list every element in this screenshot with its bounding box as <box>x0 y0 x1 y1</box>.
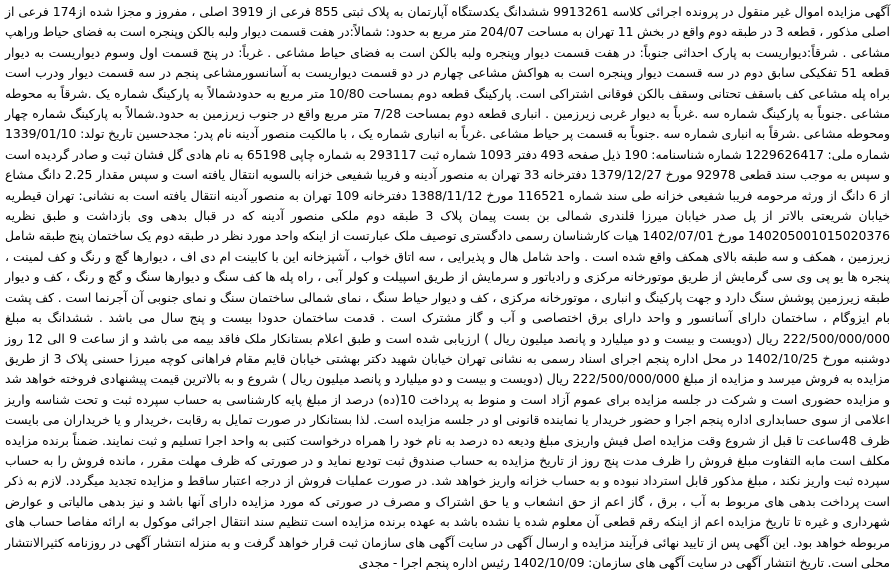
auction-notice-text: آگهی مزایده اموال غیر منقول در پرونده اجرائی کلاسه 9913261 ششدانگ یکدستگاه آپارتمان به پلاک ثبتی 855 فرعی از 3919 اصلی ، مفروز و مجزا شده از174 فرعی از اصلی مذکور ، قطعه 3 در طبقه دوم واقع در بخش 11 تهران به مساحت 204/07 متر مربع به حدود: شمالاً:در هفت قسمت دیوار ولبه بالکن وپنجره است به فضای حیاط وراهپ مشاعی . شرقاً:دیواریست به پارک احداثی جنوباً: در هفت قسمت دیوار وپنجره ولبه بالکن است به فضای حیاط مشاعی . غرباً: در پنج قسمت اول وسوم دیواریست به دیوار قطعه 51 تفکیکی سابق دوم در سه قسمت دیوار وپنجره است به هواکش مشاعی چهارم در دو قسمت دیواریست به آسانسورمشاعی پنجم در سه قسمت دیوار ودرب است براه پله مشاعی کف باسقف تحتانی وسقف بالکن فوقانی اشتراکی است. پارکینگ قطعه دوم بمساحت 10/80 متر مربع به حدودشمالاً به پارکینگ شماره یک .شرقاً به محوطه مشاعی .جنوباً به پارکینگ شماره سه .غرباً به دیوار غربی زیرزمین . انباری قطعه دوم بمساحت 7/28 متر مربع واقع در جنوب زیرزمین به حدود.شمالاً به پارکینگ شماره چهار ومحوطه مشاعی .شرقاً به انباری شماره سه .جنوباً به قسمت پر حیاط مشاعی .غرباً به انباری شماره یک ، با مالکیت منصور آدینه نام پدر: مجدحسین تاریخ تولد: 1339/01/10 شماره ملی: 1229626417 شماره شناسنامه: 190 ذیل صفحه 493 دفتر 1093 شماره ثبت 293117 به شماره چاپی 65198 به نام هادی گل فشان ثبت و صادر گردیده است و سپس به موجب سند قطعی 92978 مورخ 1379/12/27 دفترخانه 33 تهران به منصور آدینه و فریبا شفیعی خزانه بالسویه انتقال یافته است و سپس مقدار 2.25 دانگ مشاع از 6 دانگ از ورثه مرحومه فریبا شفیعی خزانه طی سند شماره 116521 مورخ 1388/11/12 دفترخانه 109 تهران به منصور آدینه انتقال یافته است به نشانی: تهران قیطریه خیابان شریعتی بالاتر از پل صدر خیابان میرزا قلندری شمالی بن بست پیمان پلاک 3 طبقه دوم ملکی منصور آدینه که در قبال بدهی وی بازداشت و طبق نظریه 140205001015020376 مورخ 1402/07/01 هیات کارشناسان رسمی دادگستری توصیف ملک عبارتست از اینکه واحد مورد نظر در طبقه دوم یک ساختمان پنج طبقه شامل زیرزمین ، همکف و سه طبقه بالای همکف واقع شده است . واحد شامل هال و پذیرایی ، سه اتاق خواب ، آشپزخانه این با کابینت ام دی اف ، دیوارها گچ و رنگ و کف لمینت ، پنجره ها یو پی وی سی گرمایش از طریق موتورخانه مرکزی و رادیاتور و سرمایش از طریق اسپیلت و کولر آبی ، راه پله ها کف سنگ و دیوارها سنگ و گچ و رنگ ، کف و دیوار طبقه زیرزمین پوشش سنگ دارد و جهت پارکینگ و انباری ، موتورخانه مرکزی ، کف و دیوار حیاط سنگ ، نمای شمالی ساختمان سنگ و نمای جنوبی آن آجرنما است . کف پشت بام ایزوگام ، ساختمان دارای آسانسور و واحد دارای برق اختصاصی و آب و گاز مشترک است . قدمت ساختمان حدودا بیست و پنج سال می باشد . ششدانگ به مبلغ 222/500/000/000 ریال (دویست و بیست و دو میلیارد و پانصد میلیون ریال ) ارزیابی شده است و طبق اعلام بستانکار ملک فاقد بیمه می باشد و از ساعت 9 الی 12 روز دوشنبه مورخ 1402/10/25 در محل اداره پنجم اجرای اسناد رسمی به نشانی تهران خیابان شهید دکتر بهشتی خیابان قایم مقام فراهانی کوچه میرزا حسنی پلاک 3 از طریق مزایده به فروش میرسد و مزایده از مبلغ 222/500/000/000 ریال (دویست و بیست و دو میلیارد و پانصد میلیون ریال ) شروع و به بالاترین قیمت پیشنهادی فروخته خواهد شد و مزایده حضوری است و شرکت در جلسه مزایده برای عموم آزاد است و منوط به پرداخت 10(ده) درصد از مبلغ پایه کارشناسی به حساب سپرده ثبت و تحت شناسه واریز اعلامی از سوی حسابداری اداره پنجم اجرا و حضور خریدار یا نماینده قانونی او در جلسه مزایده است. لذا بستانکار در صورت تمایل به رقابت ،خریدار و یا خریداران می بایست ظرف 48ساعت تا قبل از شروع وقت مزایده اصل فیش واریزی مبلغ ودیعه ده درصد به نام خود را همراه درخواست کتبی به واحد اجرا تسلیم و ثبت نمایند. ضمناً برنده مزایده مکلف است مابه التفاوت مبلغ فروش را ظرف مدت پنج روز از تاریخ مزایده به حساب صندوق ثبت تودیع نماید و در صورتی که ظرف مهلت مقرر ، مانده فروش را به حساب سپرده ثبت واریز نکند ، مبلغ مذکور قابل استرداد نبوده و به حساب خزانه واریز خواهد شد. در صورت عملیات فروش از درجه اعتبار ساقط و مزایده تجدید میگردد. لازم به ذکر است پرداخت بدهی های مربوط به آب ، برق ، گاز اعم از حق انشعاب و یا حق اشتراک و مصرف در صورتی که مورد مزایده دارای آنها باشد و نیز بدهی مالیاتی و عوارض شهرداری و غیره تا تاریخ مزایده اعم از اینکه رقم قطعی آن معلوم شده یا نشده باشد به عهده برنده مزایده است تنظیم سند انتقال اجرائی موکول به ارائه مفاصا حساب های مربوطه خواهد بود. این آگهی پس از تایید نهائی فرآیند مزایده و ارسال آگهی در سایت آگهی های سازمان ثبت قرار خواهد گرفت و به منزله انتشار آگهی در روزنامه کثیرالانتشار محلی است. تاریخ انتشار آگهی در سایت آگهی های سازمان: 1402/10/09 رئیس اداره پنجم اجرا - مجدی <box>5 4 891 570</box>
